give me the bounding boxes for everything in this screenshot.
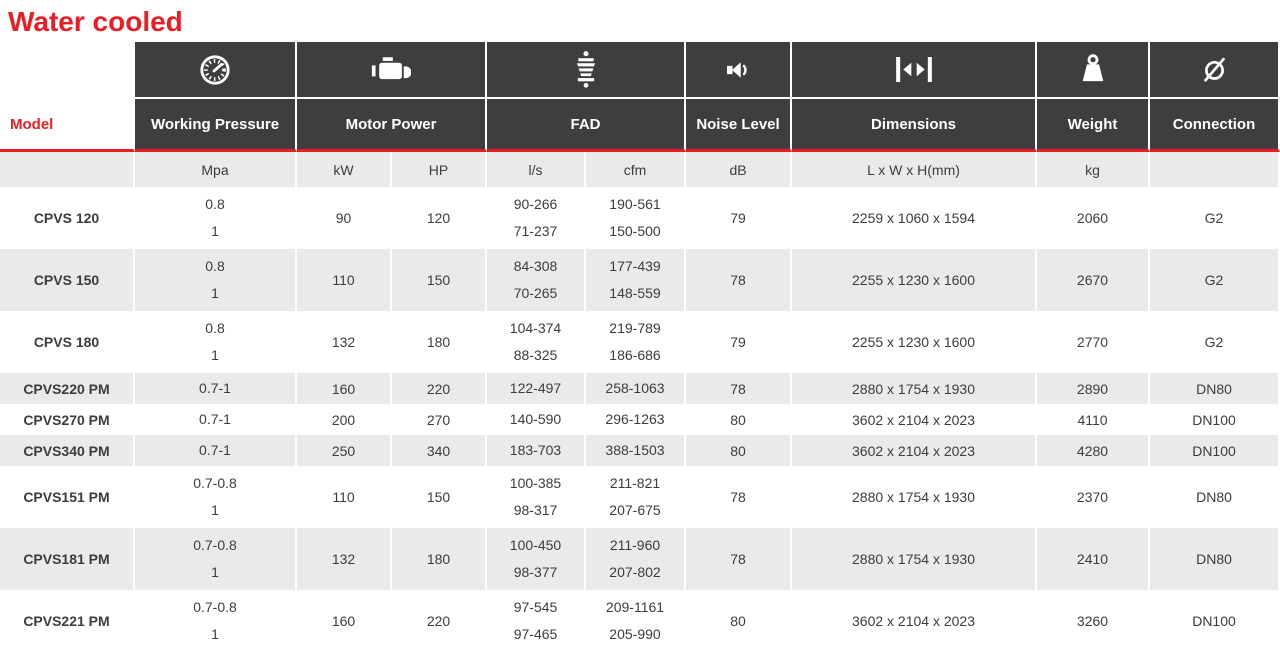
cell-model: CPVS340 PM bbox=[0, 435, 135, 466]
cell-noise-level: 78 bbox=[686, 373, 792, 404]
spec-sheet-page bbox=[0, 7, 1280, 650]
cell-motor-hp: 120 bbox=[392, 187, 487, 249]
cell-dimensions: 3602 x 2104 x 2023 bbox=[792, 435, 1037, 466]
header-noise-level: Noise Level bbox=[686, 99, 792, 152]
cell-motor-hp: 220 bbox=[392, 590, 487, 650]
cell-motor-hp: 270 bbox=[392, 404, 487, 435]
cell-working-pressure: 0.7-0.8 1 bbox=[135, 466, 297, 528]
unit-pressure: Mpa bbox=[135, 152, 297, 187]
cell-noise-level: 79 bbox=[686, 311, 792, 373]
cell-model: CPVS220 PM bbox=[0, 373, 135, 404]
header-weight: Weight bbox=[1037, 99, 1150, 152]
cell-working-pressure: 0.7-0.8 1 bbox=[135, 590, 297, 650]
cell-working-pressure: 0.8 1 bbox=[135, 249, 297, 311]
table-row bbox=[0, 435, 1280, 466]
cell-fad-cfm: 190-561 150-500 bbox=[586, 187, 686, 249]
cell-fad-cfm: 209-1161 205-990 bbox=[586, 590, 686, 650]
cell-weight: 2410 bbox=[1037, 528, 1150, 590]
cell-motor-hp: 340 bbox=[392, 435, 487, 466]
cell-motor-kw: 132 bbox=[297, 311, 392, 373]
table-row bbox=[0, 187, 1280, 249]
cell-weight: 2890 bbox=[1037, 373, 1150, 404]
cell-model: CPVS 180 bbox=[0, 311, 135, 373]
pressure-gauge-icon bbox=[135, 42, 297, 99]
table-row bbox=[0, 466, 1280, 528]
cell-connection: G2 bbox=[1150, 187, 1280, 249]
cell-fad-cfm: 296-1263 bbox=[586, 404, 686, 435]
cell-connection: G2 bbox=[1150, 249, 1280, 311]
cell-weight: 2060 bbox=[1037, 187, 1150, 249]
cell-weight: 2770 bbox=[1037, 311, 1150, 373]
unit-hp: HP bbox=[392, 152, 487, 187]
cell-noise-level: 80 bbox=[686, 404, 792, 435]
cell-working-pressure: 0.8 1 bbox=[135, 187, 297, 249]
cell-connection: DN80 bbox=[1150, 373, 1280, 404]
page-title: Water cooled bbox=[8, 6, 183, 37]
cell-noise-level: 80 bbox=[686, 590, 792, 650]
cell-motor-kw: 110 bbox=[297, 466, 392, 528]
cell-motor-kw: 160 bbox=[297, 373, 392, 404]
cell-connection: DN100 bbox=[1150, 404, 1280, 435]
cell-weight: 2670 bbox=[1037, 249, 1150, 311]
cell-motor-hp: 180 bbox=[392, 311, 487, 373]
table-body bbox=[0, 187, 1280, 650]
cell-dimensions: 2255 x 1230 x 1600 bbox=[792, 311, 1037, 373]
cell-weight: 4280 bbox=[1037, 435, 1150, 466]
table-row bbox=[0, 249, 1280, 311]
cell-motor-kw: 90 bbox=[297, 187, 392, 249]
cell-working-pressure: 0.7-1 bbox=[135, 404, 297, 435]
weight-icon bbox=[1037, 42, 1150, 99]
table-row bbox=[0, 373, 1280, 404]
header-connection: Connection bbox=[1150, 99, 1280, 152]
header-motor-power: Motor Power bbox=[297, 99, 487, 152]
cell-working-pressure: 0.7-0.8 1 bbox=[135, 528, 297, 590]
cell-fad-cfm: 388-1503 bbox=[586, 435, 686, 466]
cell-working-pressure: 0.8 1 bbox=[135, 311, 297, 373]
cell-connection: DN100 bbox=[1150, 590, 1280, 650]
cell-dimensions: 3602 x 2104 x 2023 bbox=[792, 590, 1037, 650]
cell-fad-cfm: 177-439 148-559 bbox=[586, 249, 686, 311]
cell-weight: 3260 bbox=[1037, 590, 1150, 650]
cell-dimensions: 2880 x 1754 x 1930 bbox=[792, 373, 1037, 404]
unit-noise: dB bbox=[686, 152, 792, 187]
cell-working-pressure: 0.7-1 bbox=[135, 435, 297, 466]
icon-header-row bbox=[0, 42, 1280, 99]
units-row bbox=[0, 152, 1280, 187]
cell-weight: 4110 bbox=[1037, 404, 1150, 435]
blank-corner-cell bbox=[0, 42, 135, 99]
cell-motor-hp: 150 bbox=[392, 249, 487, 311]
unit-ls: l/s bbox=[487, 152, 586, 187]
cell-dimensions: 2880 x 1754 x 1930 bbox=[792, 528, 1037, 590]
cell-fad-ls: 122-497 bbox=[487, 373, 586, 404]
cell-motor-kw: 110 bbox=[297, 249, 392, 311]
unit-cfm: cfm bbox=[586, 152, 686, 187]
cell-noise-level: 78 bbox=[686, 528, 792, 590]
unit-weight: kg bbox=[1037, 152, 1150, 187]
unit-connection-blank bbox=[1150, 152, 1280, 187]
cell-fad-ls: 84-308 70-265 bbox=[487, 249, 586, 311]
cell-dimensions: 3602 x 2104 x 2023 bbox=[792, 404, 1037, 435]
table-row bbox=[0, 528, 1280, 590]
cell-fad-ls: 100-450 98-377 bbox=[487, 528, 586, 590]
cell-motor-hp: 150 bbox=[392, 466, 487, 528]
unit-blank bbox=[0, 152, 135, 187]
diameter-icon bbox=[1150, 42, 1280, 99]
cell-connection: G2 bbox=[1150, 311, 1280, 373]
spec-table bbox=[0, 42, 1280, 650]
cell-fad-cfm: 211-821 207-675 bbox=[586, 466, 686, 528]
cell-motor-hp: 180 bbox=[392, 528, 487, 590]
cell-connection: DN80 bbox=[1150, 528, 1280, 590]
cell-fad-cfm: 211-960 207-802 bbox=[586, 528, 686, 590]
cell-fad-ls: 183-703 bbox=[487, 435, 586, 466]
header-fad: FAD bbox=[487, 99, 686, 152]
table-row bbox=[0, 590, 1280, 650]
speaker-icon bbox=[686, 42, 792, 99]
cell-motor-hp: 220 bbox=[392, 373, 487, 404]
cell-dimensions: 2255 x 1230 x 1600 bbox=[792, 249, 1037, 311]
cell-noise-level: 78 bbox=[686, 249, 792, 311]
cell-working-pressure: 0.7-1 bbox=[135, 373, 297, 404]
cell-motor-kw: 160 bbox=[297, 590, 392, 650]
cell-model: CPVS181 PM bbox=[0, 528, 135, 590]
cell-fad-ls: 90-266 71-237 bbox=[487, 187, 586, 249]
column-header-row bbox=[0, 99, 1280, 152]
cell-fad-ls: 104-374 88-325 bbox=[487, 311, 586, 373]
dimensions-arrows-icon bbox=[792, 42, 1037, 99]
cell-fad-ls: 100-385 98-317 bbox=[487, 466, 586, 528]
unit-kw: kW bbox=[297, 152, 392, 187]
cell-dimensions: 2259 x 1060 x 1594 bbox=[792, 187, 1037, 249]
unit-dimensions: L x W x H(mm) bbox=[792, 152, 1037, 187]
cell-fad-cfm: 219-789 186-686 bbox=[586, 311, 686, 373]
cell-motor-kw: 200 bbox=[297, 404, 392, 435]
cell-noise-level: 80 bbox=[686, 435, 792, 466]
cell-model: CPVS 150 bbox=[0, 249, 135, 311]
cell-weight: 2370 bbox=[1037, 466, 1150, 528]
cell-fad-ls: 97-545 97-465 bbox=[487, 590, 586, 650]
cell-model: CPVS221 PM bbox=[0, 590, 135, 650]
header-model: Model bbox=[0, 99, 135, 152]
cell-model: CPVS 120 bbox=[0, 187, 135, 249]
cell-connection: DN100 bbox=[1150, 435, 1280, 466]
cell-motor-kw: 250 bbox=[297, 435, 392, 466]
cell-dimensions: 2880 x 1754 x 1930 bbox=[792, 466, 1037, 528]
table-row bbox=[0, 311, 1280, 373]
air-filter-icon bbox=[487, 42, 686, 99]
table-row bbox=[0, 404, 1280, 435]
cell-connection: DN80 bbox=[1150, 466, 1280, 528]
cell-model: CPVS151 PM bbox=[0, 466, 135, 528]
cell-model: CPVS270 PM bbox=[0, 404, 135, 435]
cell-fad-cfm: 258-1063 bbox=[586, 373, 686, 404]
motor-icon bbox=[297, 42, 487, 99]
cell-fad-ls: 140-590 bbox=[487, 404, 586, 435]
cell-noise-level: 78 bbox=[686, 466, 792, 528]
header-working-pressure: Working Pressure bbox=[135, 99, 297, 152]
cell-motor-kw: 132 bbox=[297, 528, 392, 590]
header-dimensions: Dimensions bbox=[792, 99, 1037, 152]
cell-noise-level: 79 bbox=[686, 187, 792, 249]
